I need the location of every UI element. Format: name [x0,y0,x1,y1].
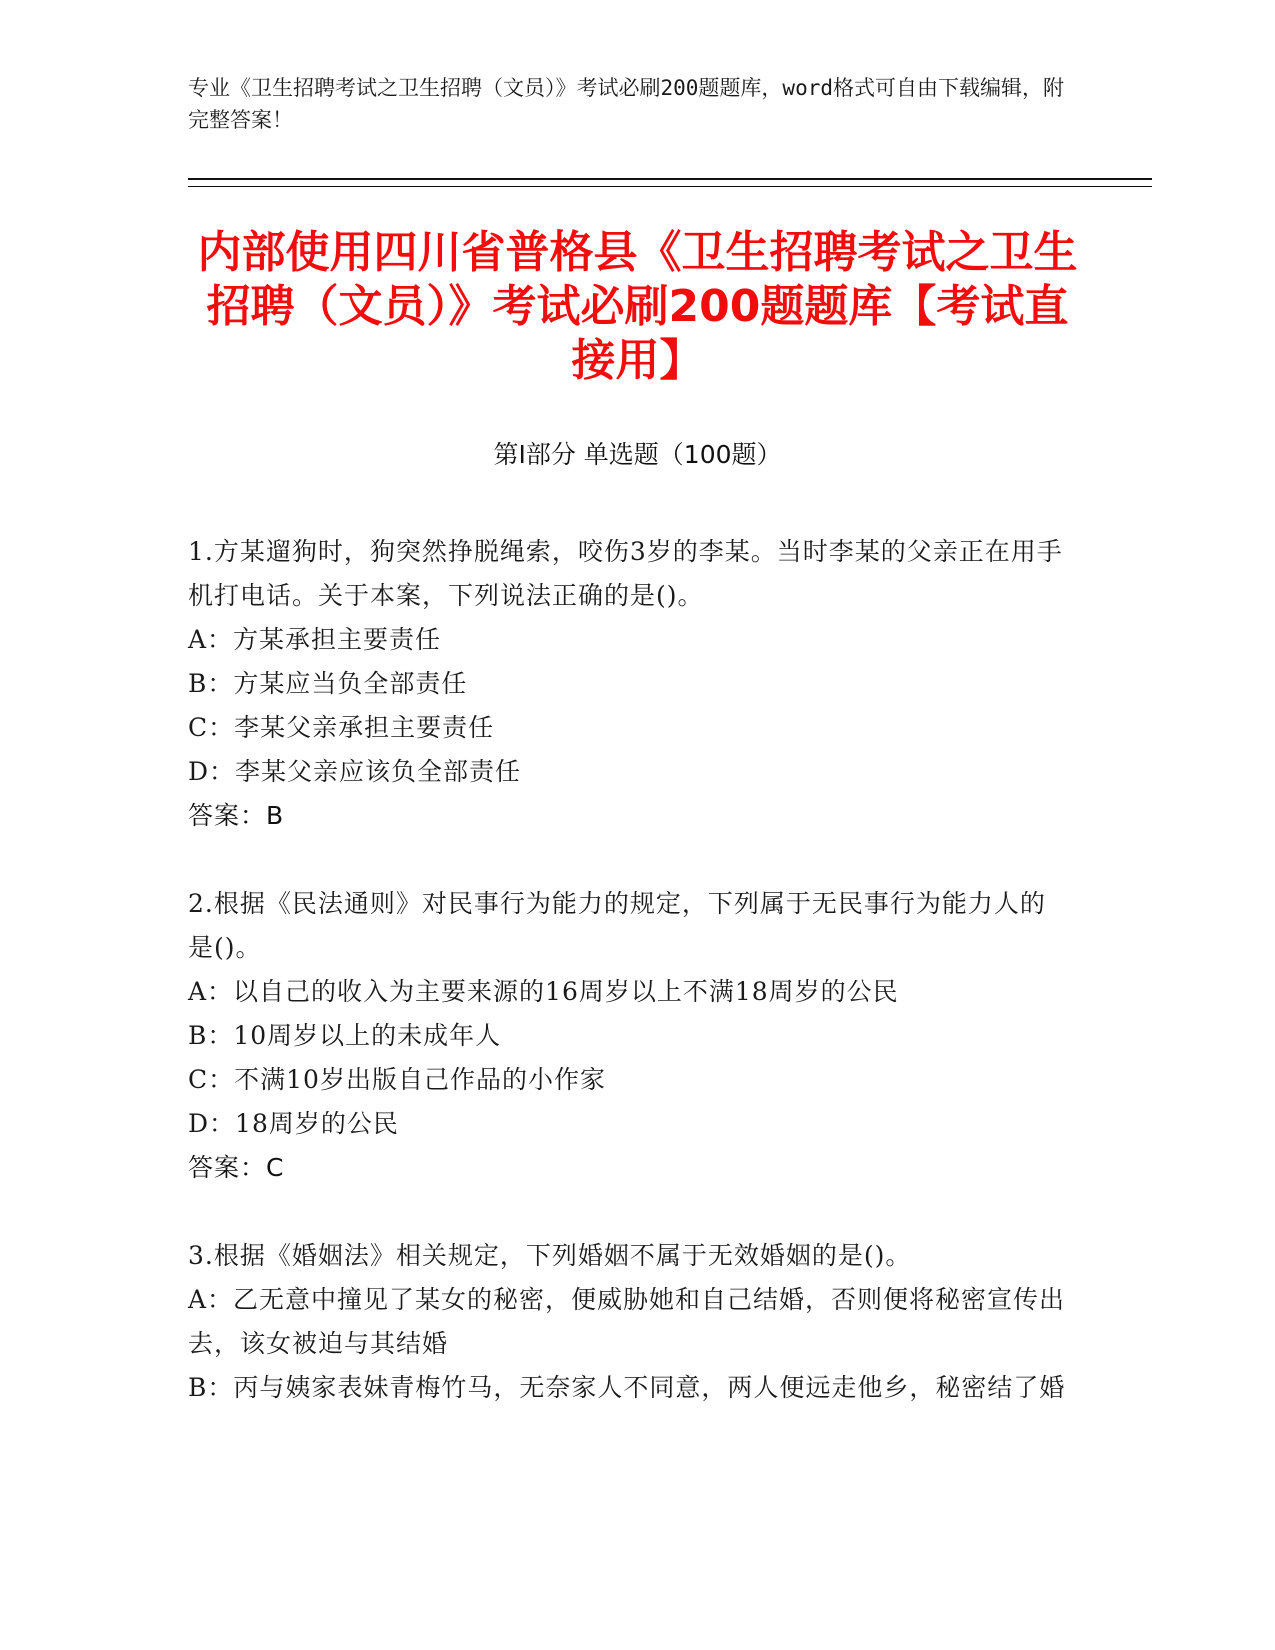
option-a: A：以自己的收入为主要来源的16周岁以上不满18周岁的公民 [188,977,899,1006]
option-c: C：李某父亲承担主要责任 [188,713,495,742]
answer: 答案：C [188,1153,285,1182]
document-title: 内部使用四川省普格县《卫生招聘考试之卫生招聘（文员）》考试必刷200题题库【考试直接用】 [197,227,1078,386]
header-divider-thick [188,178,1152,180]
question-3 [188,1234,1068,1410]
option-b: B：方某应当负全部责任 [188,669,468,698]
option-a: A：方某承担主要责任 [188,625,442,654]
option-d: D：18周岁的公民 [188,1109,399,1138]
question-stem: 3.根据《婚姻法》相关规定，下列婚姻不属于无效婚姻的是()。 [188,1241,912,1270]
question-list [188,530,1068,1454]
option-b: B：10周岁以上的未成年人 [188,1021,502,1050]
header-note: 专业《卫生招聘考试之卫生招聘（文员）》考试必刷200题题库，word格式可自由下载编辑，附完整答案！ [188,76,1064,132]
question-1 [188,530,1068,838]
option-a: A：乙无意中撞见了某女的秘密，便威胁她和自己结婚，否则便将秘密宣传出去，该女被迫与其结婚 [188,1285,1066,1358]
question-stem: 2.根据《民法通则》对民事行为能力的规定，下列属于无民事行为能力人的是()。 [188,889,1046,962]
section-heading: 第I部分 单选题（100题） [493,440,782,469]
question-stem: 1.方某遛狗时，狗突然挣脱绳索，咬伤3岁的李某。当时李某的父亲正在用手机打电话。关于本案，下列说法正确的是()。 [188,537,1063,610]
option-c: C：不满10岁出版自己作品的小作家 [188,1065,606,1094]
answer: 答案：B [188,801,285,830]
question-2 [188,882,1068,1190]
header-divider-thin [188,186,1152,187]
option-d: D：李某父亲应该负全部责任 [188,757,522,786]
option-b: B：丙与姨家表妹青梅竹马，无奈家人不同意，两人便远走他乡，秘密结了婚 [188,1373,1066,1402]
